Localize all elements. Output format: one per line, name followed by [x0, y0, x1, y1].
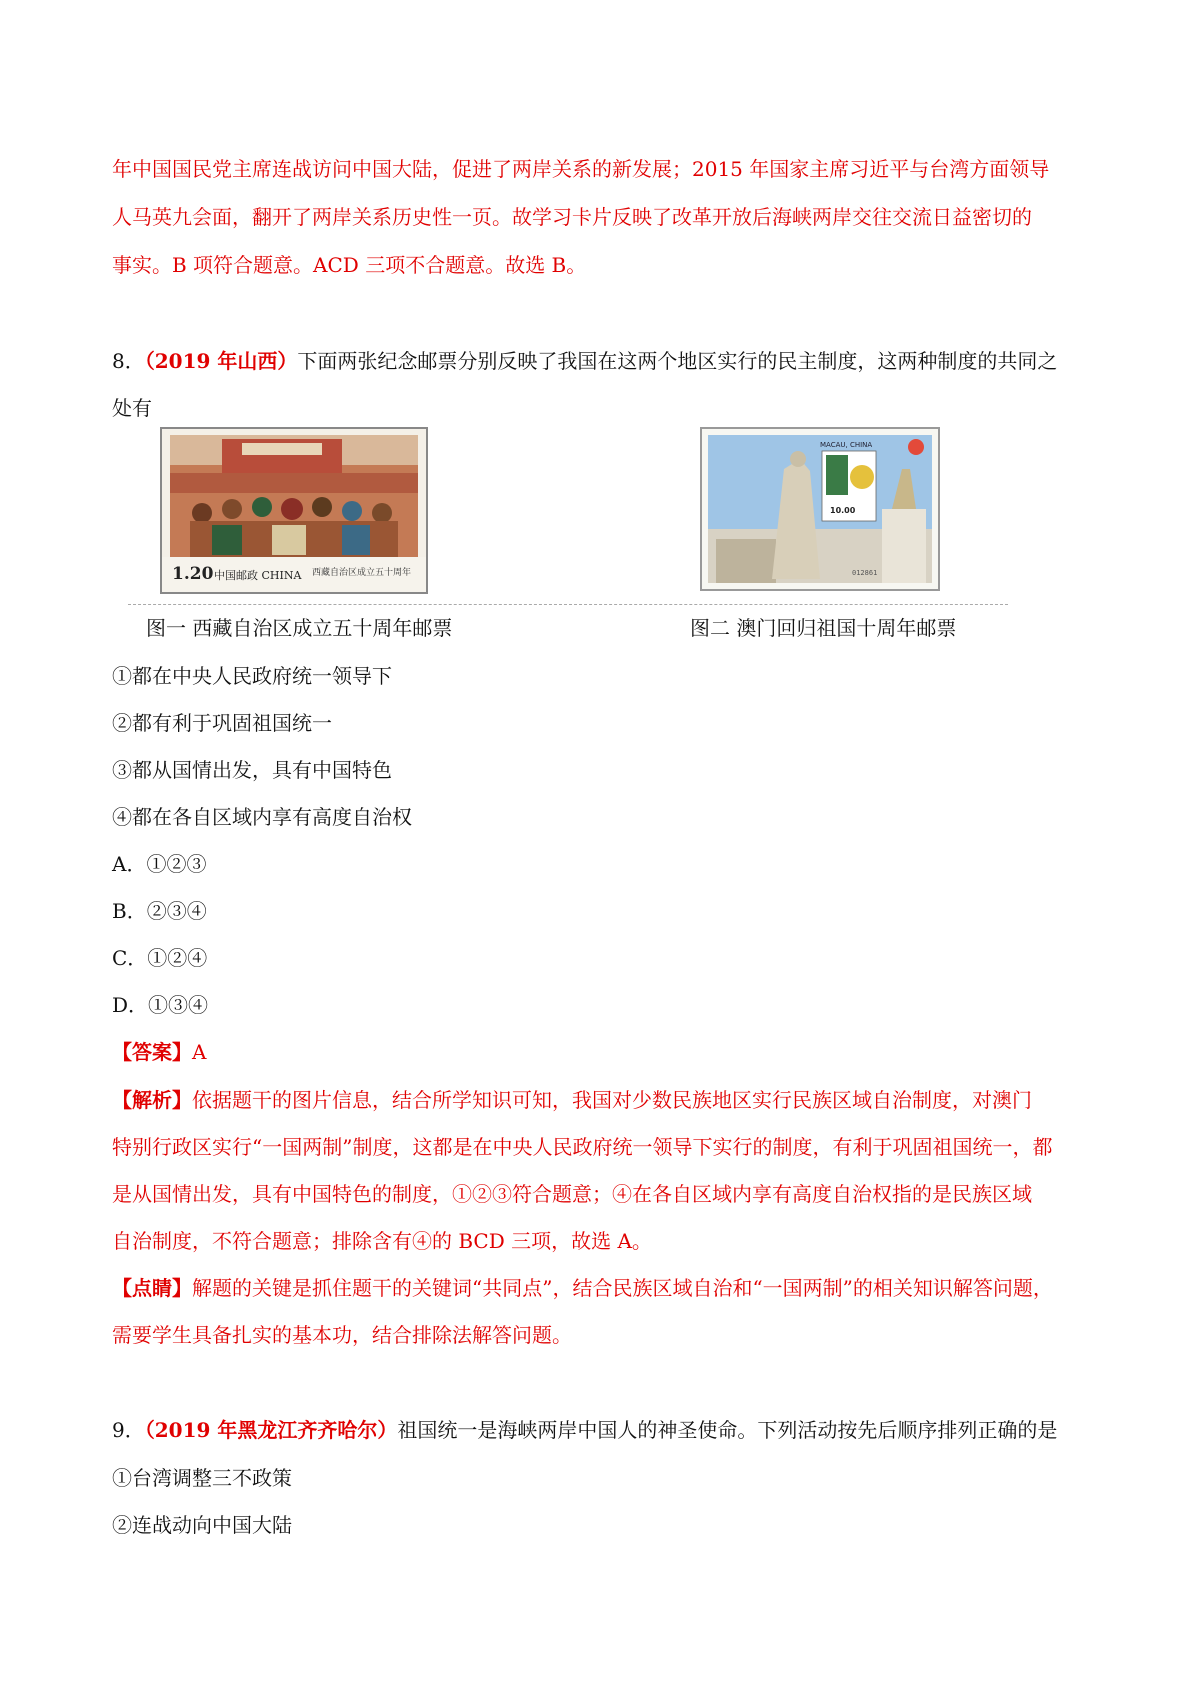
- question-number: 8．: [112, 349, 145, 373]
- answer: [112, 1040, 206, 1064]
- answer-label: 【答案】: [112, 1040, 192, 1064]
- statement-1: ①都在中央人民政府统一领导下: [112, 664, 392, 688]
- prev-analysis-line-1: 年中国国民党主席连战访问中国大陆，促进了两岸关系的新发展；2015 年国家主席习近平与台湾方面领导: [112, 157, 1050, 181]
- stamp2-serial: 012861: [852, 569, 878, 577]
- q9-statement-2: ②连战动向中国大陆: [112, 1513, 292, 1537]
- question-stem-text: 祖国统一是海峡两岸中国人的神圣使命。下列活动按先后顺序排列正确的是: [397, 1418, 1058, 1442]
- figure-2-caption: 图二 澳门回归祖国十周年邮票: [690, 616, 957, 640]
- analysis-line-2: 特别行政区实行“一国两制”制度，这都是在中央人民政府统一领导下实行的制度，有利于巩固祖国统一，都: [112, 1135, 1053, 1159]
- option-b: B．②③④: [112, 899, 207, 923]
- analysis-text: 依据题干的图片信息，结合所学知识可知，我国对少数民族地区实行民族区域自治制度，对澳门: [192, 1088, 1032, 1112]
- macau-stamp-image: [700, 427, 940, 591]
- prev-analysis-line-2: 人马英九会面，翻开了两岸关系历史性一页。故学习卡片反映了改革开放后海峡两岸交往交流日益密切的: [112, 205, 1032, 229]
- option-d: D．①③④: [112, 993, 209, 1017]
- question-8-stem: [112, 349, 1057, 373]
- stamp1-postal-text: 中国邮政 CHINA: [214, 569, 302, 582]
- tip-line-2: 需要学生具备扎实的基本功，结合排除法解答问题。: [112, 1323, 572, 1347]
- tip-line-1: [112, 1276, 1053, 1300]
- analysis-line-1: [112, 1088, 1032, 1112]
- analysis-line-4: 自治制度，不符合题意；排除含有④的 BCD 三项，故选 A。: [112, 1229, 652, 1253]
- statement-3: ③都从国情出发，具有中国特色: [112, 758, 392, 782]
- prev-analysis-line-3: 事实。B 项符合题意。ACD 三项不合题意。故选 B。: [112, 253, 587, 277]
- stamp1-value: 1.20: [172, 564, 214, 584]
- tibet-stamp-image: [160, 427, 428, 594]
- stamp2-postal-text: MACAU, CHINA: [820, 441, 873, 449]
- question-number: 9．: [112, 1418, 145, 1442]
- statement-4: ④都在各自区域内享有高度自治权: [112, 805, 412, 829]
- option-a: A．①②③: [112, 852, 207, 876]
- statement-2: ②都有利于巩固祖国统一: [112, 711, 332, 735]
- tip-text: 解题的关键是抓住题干的关键词“共同点”，结合民族区域自治和“一国两制”的相关知识解答问题，: [192, 1276, 1053, 1300]
- option-c: C．①②④: [112, 946, 208, 970]
- macau-stamp-illustration: [702, 429, 938, 589]
- figure-divider: [128, 604, 1008, 605]
- question-9-stem: [112, 1418, 1057, 1442]
- analysis-line-3: 是从国情出发，具有中国特色的制度，①②③符合题意；④在各自区域内享有高度自治权指的是民族区域: [112, 1182, 1032, 1206]
- stamp1-title: 西藏自治区成立五十周年: [312, 568, 412, 578]
- question-stem-text: 下面两张纪念邮票分别反映了我国在这两个地区实行的民主制度，这两种制度的共同之: [297, 349, 1058, 373]
- analysis-label: 【解析】: [112, 1088, 192, 1112]
- tibet-stamp-illustration: [162, 429, 426, 592]
- question-source: （2019 年山西）: [144, 349, 298, 373]
- figure-1-caption: 图一 西藏自治区成立五十周年邮票: [146, 616, 453, 640]
- stamp2-value: 10.00: [830, 506, 856, 515]
- answer-value: A: [192, 1040, 207, 1064]
- tip-label: 【点睛】: [112, 1276, 192, 1300]
- question-source: （2019 年黑龙江齐齐哈尔）: [144, 1418, 398, 1442]
- q9-statement-1: ①台湾调整三不政策: [112, 1466, 292, 1490]
- question-8-stem-line-2: 处有: [112, 396, 152, 420]
